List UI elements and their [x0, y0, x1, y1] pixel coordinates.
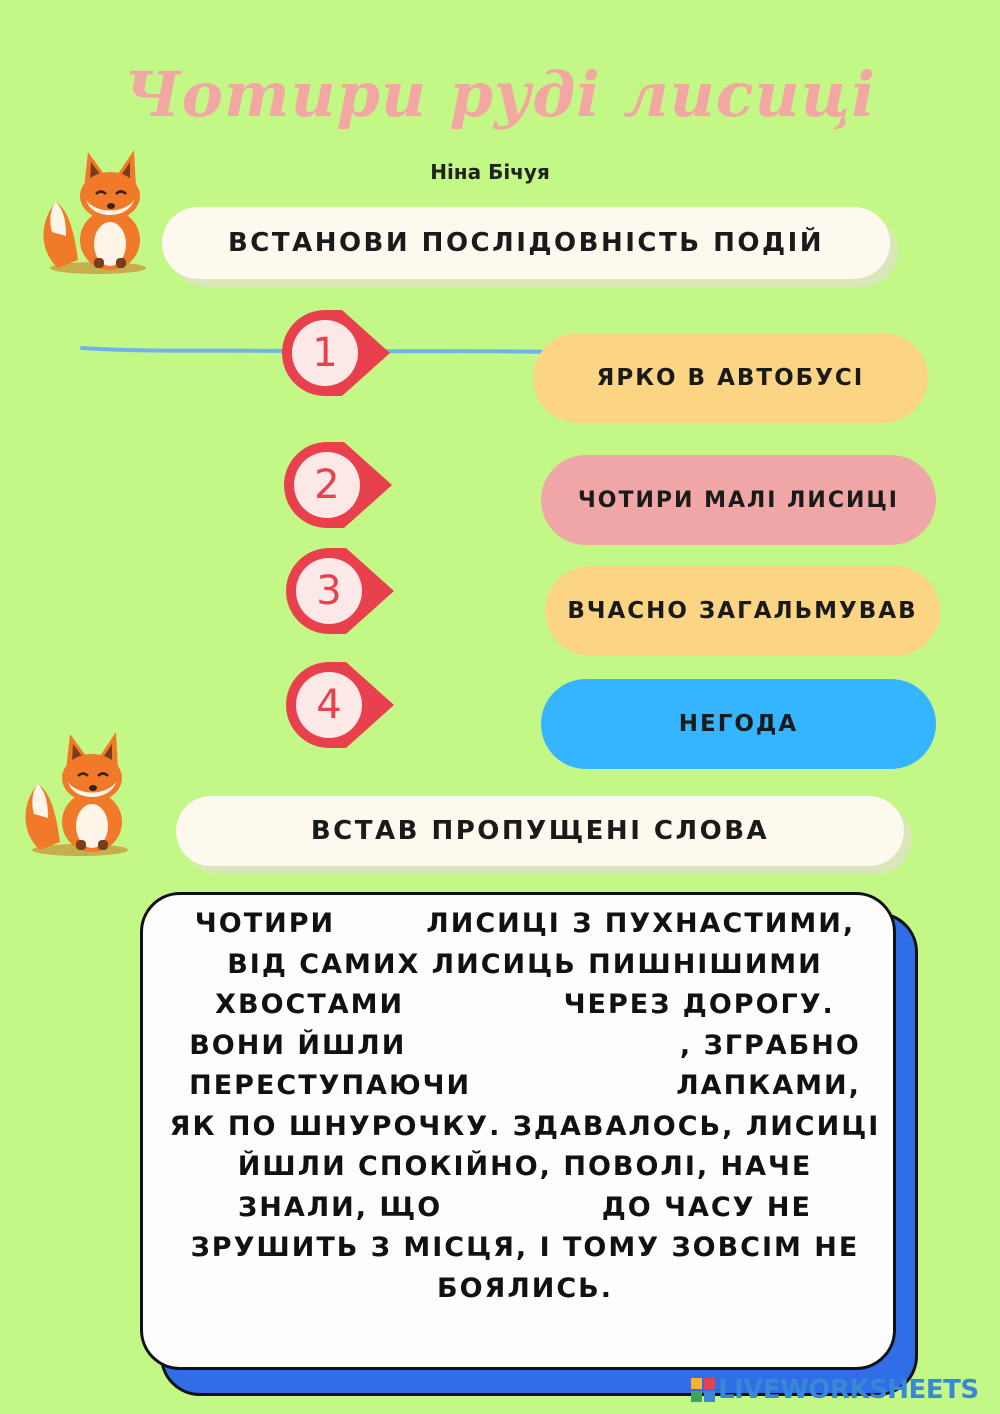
passage-line: ЯК ПО ШНУРОЧКУ. ЗДАВАЛОСЬ, ЛИСИЦІ — [169, 1110, 881, 1142]
passage-line: ХВОСТАМИ ЧЕРЕЗ ДОРОГУ. — [215, 989, 835, 1020]
watermark-text: LIVEWORKSHEETS — [718, 1375, 979, 1405]
sequence-section-header: ВСТАНОВИ ПОСЛІДОВНІСТЬ ПОДІЙ — [162, 207, 890, 279]
passage-line: ЗНАЛИ, ЩО ДО ЧАСУ НЕ — [238, 1191, 812, 1223]
fill-section-header: ВСТАВ ПРОПУЩЕНІ СЛОВА — [176, 796, 904, 866]
passage-line: ЙШЛИ СПОКІЙНО, ПОВОЛІ, НАЧЕ — [237, 1151, 813, 1182]
sequence-marker-2[interactable] — [284, 442, 404, 542]
passage-line: ВОНИ ЙШЛИ , ЗГРАБНО — [189, 1029, 861, 1061]
sequence-marker-4[interactable] — [286, 662, 406, 762]
answer-option-3[interactable]: ВЧАСНО ЗАГАЛЬМУВАВ — [545, 566, 940, 656]
liveworksheets-logo-icon — [690, 1377, 716, 1403]
fox-icon — [20, 722, 140, 858]
sequence-marker-1[interactable] — [282, 310, 402, 410]
marker-number: 2 — [314, 462, 340, 508]
liveworksheets-watermark — [690, 1374, 990, 1406]
page-title: Чотири руді лисиці — [124, 58, 876, 131]
marker-number: 4 — [316, 682, 342, 728]
author-name: Ніна Бічуя — [430, 160, 550, 184]
answer-option-2[interactable]: ЧОТИРИ МАЛІ ЛИСИЦІ — [541, 455, 936, 545]
passage-line: ПЕРЕСТУПАЮЧИ ЛАПКАМИ, — [189, 1070, 861, 1101]
answer-option-4[interactable]: НЕГОДА — [541, 679, 936, 769]
marker-number: 3 — [316, 568, 342, 614]
answer-option-1[interactable]: ЯРКО В АВТОБУСІ — [533, 333, 928, 423]
sequence-marker-3[interactable] — [286, 548, 406, 648]
passage-line: ВІД САМИХ ЛИСИЦЬ ПИШНІШИМИ — [227, 948, 823, 980]
passage-line: ЧОТИРИ ЛИСИЦІ З ПУХНАСТИМИ, — [194, 908, 856, 939]
marker-number: 1 — [312, 330, 338, 376]
passage-line: БОЯЛИСЬ. — [437, 1272, 613, 1304]
fox-icon — [38, 140, 158, 276]
passage-text — [150, 904, 900, 1309]
passage-line: ЗРУШИТЬ З МІСЦЯ, І ТОМУ ЗОВСІМ НЕ — [190, 1232, 860, 1263]
